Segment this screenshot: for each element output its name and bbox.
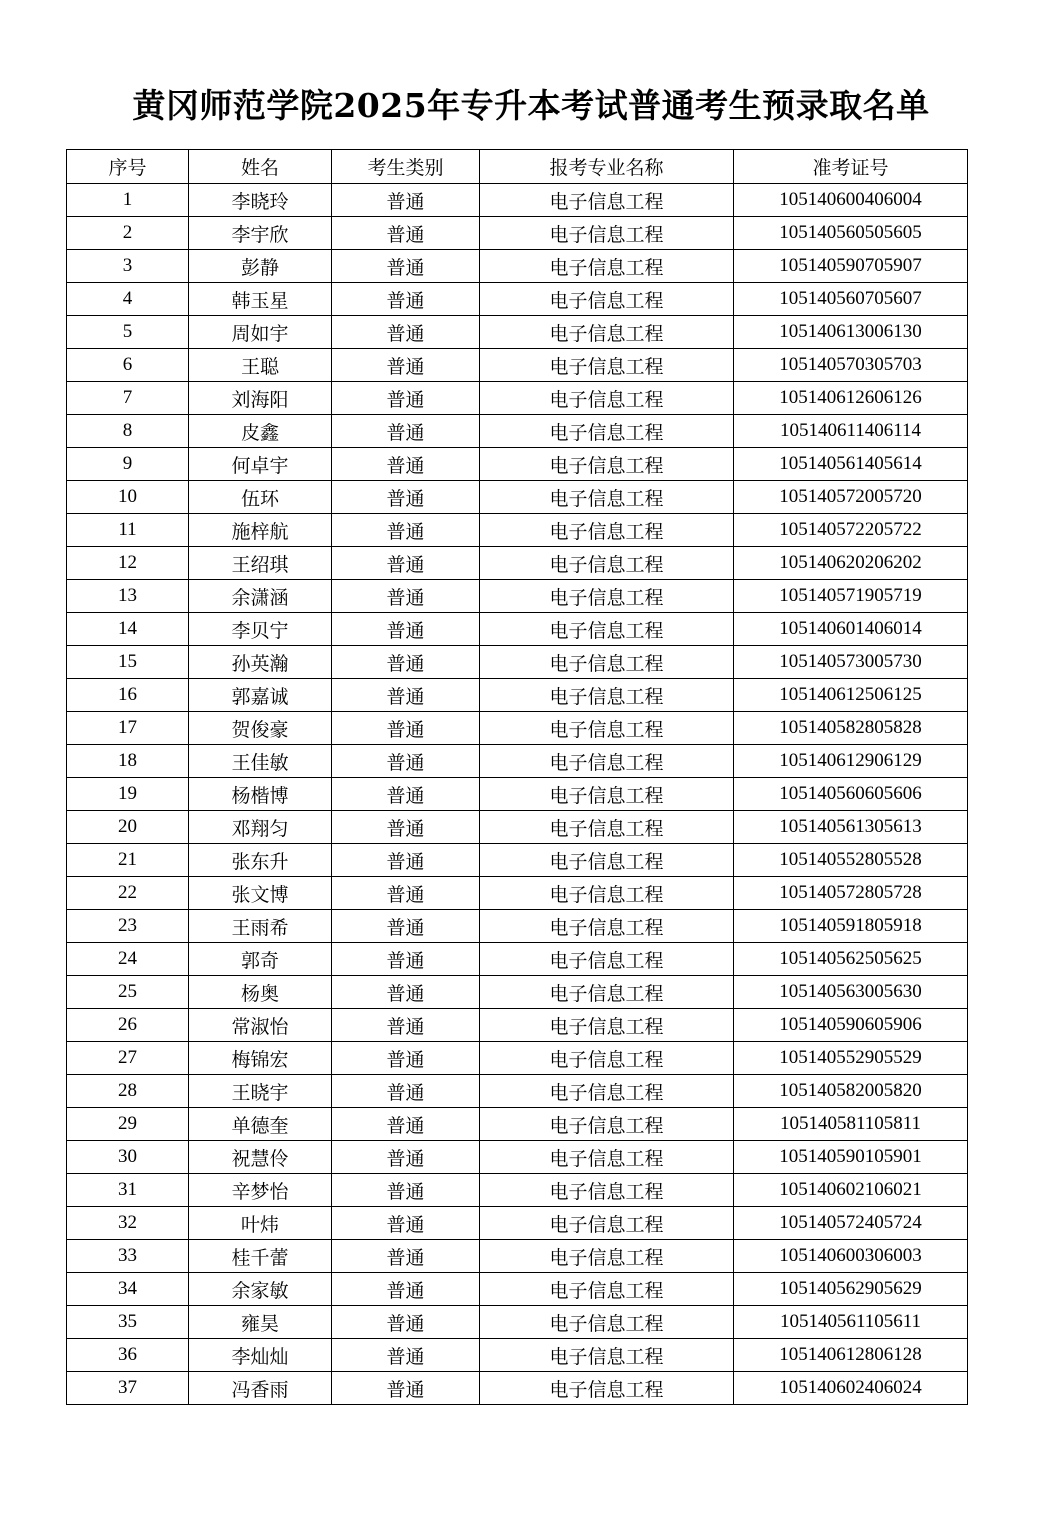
cell-seq: 17 [67,712,189,745]
cell-exam-id: 105140590705907 [734,250,968,283]
cell-name: 余潇涵 [189,580,332,613]
cell-category: 普通 [332,679,480,712]
cell-category: 普通 [332,448,480,481]
cell-name: 伍环 [189,481,332,514]
cell-category: 普通 [332,778,480,811]
cell-name: 冯香雨 [189,1372,332,1405]
cell-major: 电子信息工程 [480,481,734,514]
header-seq: 序号 [67,150,189,184]
cell-seq: 21 [67,844,189,877]
header-exam-id: 准考证号 [734,150,968,184]
cell-major: 电子信息工程 [480,250,734,283]
cell-name: 贺俊豪 [189,712,332,745]
cell-name: 王佳敏 [189,745,332,778]
cell-seq: 20 [67,811,189,844]
cell-seq: 7 [67,382,189,415]
cell-major: 电子信息工程 [480,613,734,646]
cell-seq: 19 [67,778,189,811]
cell-name: 王绍琪 [189,547,332,580]
cell-category: 普通 [332,547,480,580]
cell-category: 普通 [332,1240,480,1273]
cell-name: 孙英瀚 [189,646,332,679]
table-row [67,1207,968,1240]
cell-category: 普通 [332,250,480,283]
cell-exam-id: 105140590605906 [734,1009,968,1042]
cell-name: 梅锦宏 [189,1042,332,1075]
cell-seq: 35 [67,1306,189,1339]
cell-exam-id: 105140581105811 [734,1108,968,1141]
cell-exam-id: 105140591805918 [734,910,968,943]
table-row [67,1372,968,1405]
cell-exam-id: 105140560705607 [734,283,968,316]
cell-category: 普通 [332,580,480,613]
cell-name: 王晓宇 [189,1075,332,1108]
header-name: 姓名 [189,150,332,184]
table-row [67,745,968,778]
cell-name: 施梓航 [189,514,332,547]
cell-category: 普通 [332,811,480,844]
cell-major: 电子信息工程 [480,316,734,349]
table-row [67,1108,968,1141]
cell-category: 普通 [332,745,480,778]
cell-seq: 3 [67,250,189,283]
cell-seq: 5 [67,316,189,349]
cell-exam-id: 105140612606126 [734,382,968,415]
table-body [67,184,968,1405]
table-row [67,1042,968,1075]
cell-exam-id: 105140562905629 [734,1273,968,1306]
header-major: 报考专业名称 [480,150,734,184]
cell-name: 杨奥 [189,976,332,1009]
table-row [67,316,968,349]
cell-category: 普通 [332,1141,480,1174]
cell-name: 韩玉星 [189,283,332,316]
cell-seq: 32 [67,1207,189,1240]
header-category: 考生类别 [332,150,480,184]
cell-exam-id: 105140602406024 [734,1372,968,1405]
cell-exam-id: 105140573005730 [734,646,968,679]
cell-name: 李宇欣 [189,217,332,250]
cell-seq: 13 [67,580,189,613]
cell-exam-id: 105140560605606 [734,778,968,811]
cell-name: 张文博 [189,877,332,910]
cell-name: 彭静 [189,250,332,283]
cell-major: 电子信息工程 [480,844,734,877]
table-row [67,1339,968,1372]
cell-major: 电子信息工程 [480,910,734,943]
cell-category: 普通 [332,382,480,415]
cell-major: 电子信息工程 [480,1108,734,1141]
cell-seq: 27 [67,1042,189,1075]
cell-major: 电子信息工程 [480,712,734,745]
cell-exam-id: 105140570305703 [734,349,968,382]
cell-name: 李贝宁 [189,613,332,646]
page-title: 黄冈师范学院2025年专升本考试普通考生预录取名单 [132,86,930,125]
cell-major: 电子信息工程 [480,382,734,415]
cell-seq: 26 [67,1009,189,1042]
cell-name: 辛梦怡 [189,1174,332,1207]
cell-category: 普通 [332,976,480,1009]
table-row [67,679,968,712]
table-row [67,250,968,283]
cell-name: 叶炜 [189,1207,332,1240]
cell-exam-id: 105140561305613 [734,811,968,844]
cell-major: 电子信息工程 [480,1339,734,1372]
cell-major: 电子信息工程 [480,976,734,1009]
table-row [67,1075,968,1108]
cell-category: 普通 [332,481,480,514]
cell-exam-id: 105140612506125 [734,679,968,712]
cell-major: 电子信息工程 [480,1306,734,1339]
cell-major: 电子信息工程 [480,943,734,976]
table-row [67,1009,968,1042]
cell-exam-id: 105140572805728 [734,877,968,910]
cell-exam-id: 105140601406014 [734,613,968,646]
cell-category: 普通 [332,349,480,382]
cell-exam-id: 105140571905719 [734,580,968,613]
cell-seq: 15 [67,646,189,679]
cell-category: 普通 [332,1372,480,1405]
table-row [67,1240,968,1273]
table-row [67,910,968,943]
cell-category: 普通 [332,943,480,976]
cell-major: 电子信息工程 [480,778,734,811]
cell-category: 普通 [332,844,480,877]
cell-category: 普通 [332,316,480,349]
cell-name: 邓翔匀 [189,811,332,844]
cell-category: 普通 [332,1207,480,1240]
table-row [67,283,968,316]
cell-name: 张东升 [189,844,332,877]
table-row [67,514,968,547]
cell-name: 何卓宇 [189,448,332,481]
cell-major: 电子信息工程 [480,415,734,448]
cell-seq: 11 [67,514,189,547]
cell-category: 普通 [332,712,480,745]
cell-major: 电子信息工程 [480,580,734,613]
cell-major: 电子信息工程 [480,1174,734,1207]
cell-category: 普通 [332,910,480,943]
cell-name: 郭奇 [189,943,332,976]
cell-major: 电子信息工程 [480,1042,734,1075]
table-row [67,415,968,448]
cell-exam-id: 105140600306003 [734,1240,968,1273]
cell-name: 周如宇 [189,316,332,349]
table-row [67,1141,968,1174]
cell-exam-id: 105140600406004 [734,184,968,217]
cell-name: 王雨希 [189,910,332,943]
cell-major: 电子信息工程 [480,745,734,778]
cell-category: 普通 [332,184,480,217]
cell-exam-id: 105140613006130 [734,316,968,349]
table-row [67,943,968,976]
table-row [67,646,968,679]
cell-seq: 14 [67,613,189,646]
table-row [67,448,968,481]
table-row [67,217,968,250]
cell-major: 电子信息工程 [480,1141,734,1174]
cell-major: 电子信息工程 [480,547,734,580]
cell-exam-id: 105140590105901 [734,1141,968,1174]
cell-exam-id: 105140561105611 [734,1306,968,1339]
table-row [67,580,968,613]
cell-major: 电子信息工程 [480,877,734,910]
cell-seq: 23 [67,910,189,943]
cell-major: 电子信息工程 [480,448,734,481]
cell-seq: 28 [67,1075,189,1108]
table-row [67,1174,968,1207]
cell-major: 电子信息工程 [480,679,734,712]
table-header-row [67,150,968,184]
cell-category: 普通 [332,1339,480,1372]
cell-category: 普通 [332,646,480,679]
cell-category: 普通 [332,1009,480,1042]
cell-name: 余家敏 [189,1273,332,1306]
table-row [67,382,968,415]
table-row [67,976,968,1009]
cell-category: 普通 [332,613,480,646]
cell-major: 电子信息工程 [480,1372,734,1405]
cell-name: 刘海阳 [189,382,332,415]
cell-category: 普通 [332,514,480,547]
cell-seq: 1 [67,184,189,217]
table-row [67,844,968,877]
cell-name: 皮鑫 [189,415,332,448]
cell-exam-id: 105140561405614 [734,448,968,481]
cell-exam-id: 105140582805828 [734,712,968,745]
cell-category: 普通 [332,217,480,250]
cell-major: 电子信息工程 [480,349,734,382]
cell-category: 普通 [332,1042,480,1075]
cell-major: 电子信息工程 [480,283,734,316]
cell-major: 电子信息工程 [480,1273,734,1306]
cell-seq: 22 [67,877,189,910]
cell-seq: 6 [67,349,189,382]
table-row [67,877,968,910]
cell-seq: 34 [67,1273,189,1306]
cell-seq: 10 [67,481,189,514]
cell-major: 电子信息工程 [480,811,734,844]
cell-seq: 31 [67,1174,189,1207]
cell-exam-id: 105140552805528 [734,844,968,877]
cell-seq: 37 [67,1372,189,1405]
cell-exam-id: 105140572405724 [734,1207,968,1240]
cell-category: 普通 [332,1108,480,1141]
cell-category: 普通 [332,283,480,316]
cell-major: 电子信息工程 [480,1075,734,1108]
cell-category: 普通 [332,1306,480,1339]
cell-seq: 24 [67,943,189,976]
cell-seq: 29 [67,1108,189,1141]
cell-major: 电子信息工程 [480,1240,734,1273]
table-row [67,184,968,217]
cell-seq: 36 [67,1339,189,1372]
cell-exam-id: 105140611406114 [734,415,968,448]
cell-seq: 4 [67,283,189,316]
table-row [67,349,968,382]
cell-seq: 33 [67,1240,189,1273]
cell-exam-id: 105140602106021 [734,1174,968,1207]
admission-list-table [66,149,968,1405]
cell-category: 普通 [332,415,480,448]
cell-seq: 8 [67,415,189,448]
cell-major: 电子信息工程 [480,1009,734,1042]
cell-category: 普通 [332,1075,480,1108]
cell-major: 电子信息工程 [480,514,734,547]
cell-seq: 18 [67,745,189,778]
cell-exam-id: 105140562505625 [734,943,968,976]
table-row [67,481,968,514]
cell-seq: 30 [67,1141,189,1174]
cell-category: 普通 [332,1273,480,1306]
table-row [67,613,968,646]
cell-seq: 9 [67,448,189,481]
cell-category: 普通 [332,877,480,910]
cell-name: 王聪 [189,349,332,382]
cell-name: 常淑怡 [189,1009,332,1042]
cell-exam-id: 105140572005720 [734,481,968,514]
cell-name: 李晓玲 [189,184,332,217]
table-row [67,1273,968,1306]
cell-major: 电子信息工程 [480,217,734,250]
cell-exam-id: 105140572205722 [734,514,968,547]
table-row [67,1306,968,1339]
cell-exam-id: 105140582005820 [734,1075,968,1108]
cell-exam-id: 105140620206202 [734,547,968,580]
table-row [67,712,968,745]
cell-exam-id: 105140552905529 [734,1042,968,1075]
cell-major: 电子信息工程 [480,646,734,679]
cell-name: 郭嘉诚 [189,679,332,712]
cell-major: 电子信息工程 [480,1207,734,1240]
cell-major: 电子信息工程 [480,184,734,217]
cell-name: 李灿灿 [189,1339,332,1372]
table-row [67,778,968,811]
cell-name: 单德奎 [189,1108,332,1141]
cell-exam-id: 105140560505605 [734,217,968,250]
cell-seq: 2 [67,217,189,250]
cell-exam-id: 105140612906129 [734,745,968,778]
cell-exam-id: 105140563005630 [734,976,968,1009]
table-row [67,547,968,580]
cell-name: 祝慧伶 [189,1141,332,1174]
table-row [67,811,968,844]
cell-name: 杨楷博 [189,778,332,811]
cell-exam-id: 105140612806128 [734,1339,968,1372]
cell-category: 普通 [332,1174,480,1207]
cell-seq: 12 [67,547,189,580]
cell-name: 桂千蕾 [189,1240,332,1273]
cell-seq: 25 [67,976,189,1009]
cell-seq: 16 [67,679,189,712]
cell-name: 雍昊 [189,1306,332,1339]
